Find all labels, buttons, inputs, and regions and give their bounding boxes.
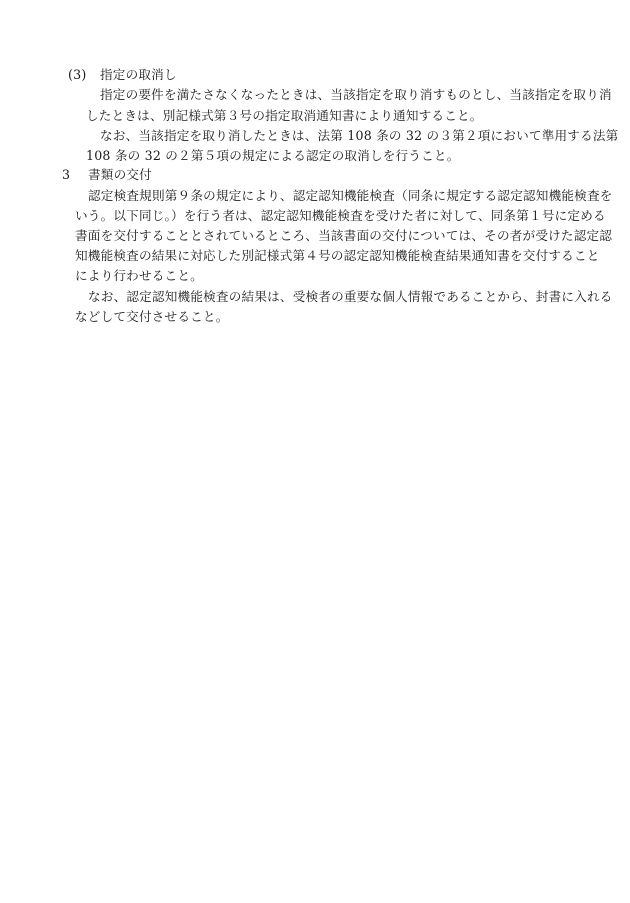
section-number: 3 (62, 167, 71, 182)
subsection-number: (3) (68, 67, 87, 82)
paragraph-line: 認定検査規則第９条の規定により、認定認知機能検査（同条に規定する認定認知機能検査を (88, 188, 613, 203)
paragraph-line: なお、認定認知機能検査の結果は、受検者の重要な個人情報であることから、封書に入れる (88, 289, 613, 304)
paragraph-line: 知機能検査の結果に対応した別記様式第４号の認定認知機能検査結果通知書を交付すること (75, 248, 600, 263)
paragraph-line: なお、当該指定を取り消したときは、法第 108 条の 32 の３第２項において準用する法第 (100, 128, 619, 143)
paragraph-line: 指定の要件を満たさなくなったときは、当該指定を取り消すものとし、当該指定を取り消 (100, 87, 612, 102)
section-title: 書類の交付 (88, 167, 152, 182)
paragraph-line: により行わせること。 (75, 268, 203, 283)
subsection-title: 指定の取消し (100, 67, 177, 82)
paragraph-line: などして交付させること。 (75, 309, 229, 324)
paragraph-line: いう。以下同じ。）を行う者は、認定認知機能検査を受けた者に対して、同条第１号に定める (75, 208, 606, 223)
paragraph-line: 書面を交付することとされているところ、当該書面の交付については、その者が受けた認定認 (75, 228, 613, 243)
paragraph-line: したときは、別記様式第３号の指定取消通知書により通知すること。 (86, 108, 483, 123)
paragraph-line: 108 条の 32 の２第５項の規定による認定の取消しを行うこと。 (86, 148, 460, 163)
